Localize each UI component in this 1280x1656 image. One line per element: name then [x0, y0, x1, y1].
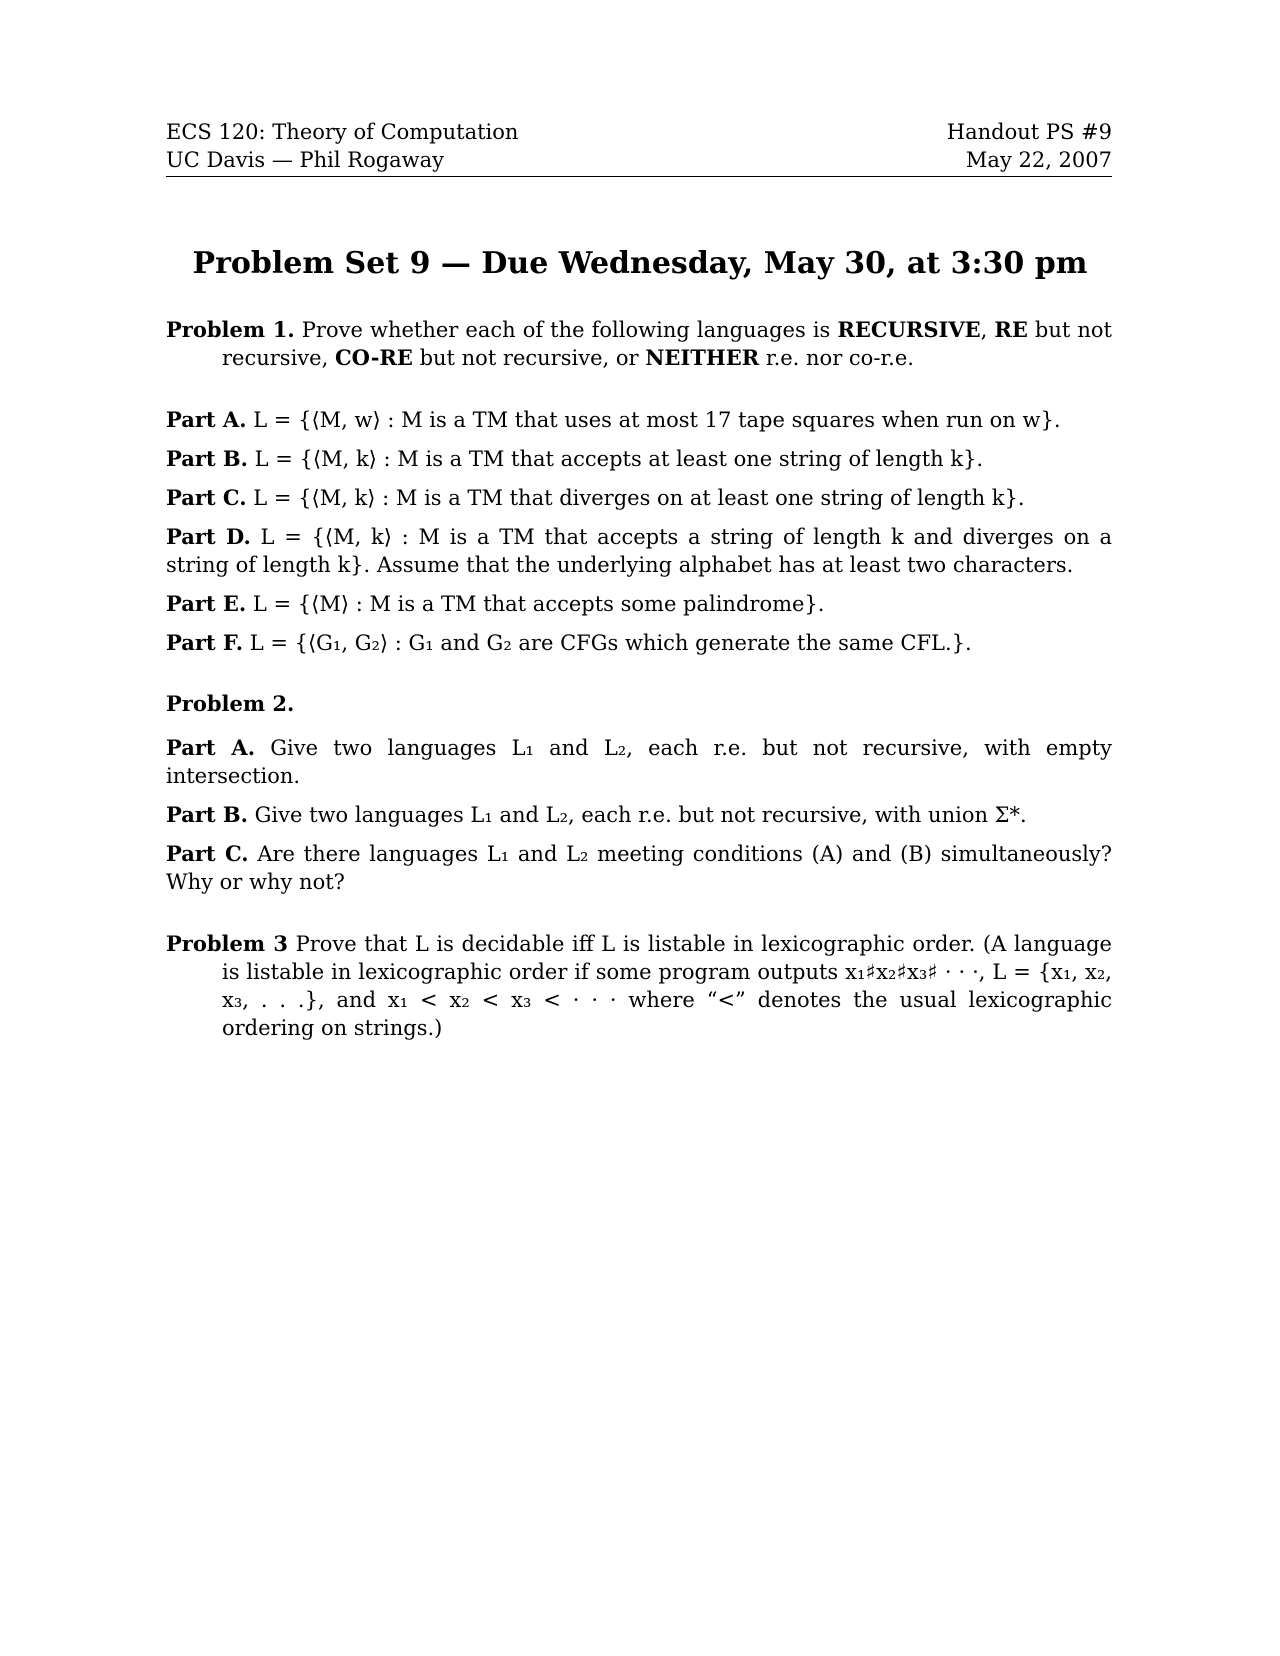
part-label: Part B. [166, 802, 248, 827]
page-title: Problem Set 9 — Due Wednesday, May 30, at 3:30 pm [192, 246, 1088, 281]
part-label: Part B. [166, 446, 248, 471]
part-label: Part C. [166, 841, 249, 866]
problem-1-text: but not recursive, or [412, 346, 646, 370]
part-text: L = {⟨M, w⟩ : M is a TM that uses at most 17 tape squares when run on w}. [246, 408, 1061, 432]
header-rule [166, 176, 1112, 177]
part-text: L = {⟨M, k⟩ : M is a TM that accepts a string of length k and diverges on a string of length k}. Assume that the underlying alphabet has at least two characters. [166, 525, 1112, 577]
problem-2-heading [166, 690, 1112, 718]
problem-3-text: Prove that L is decidable iff L is listable in lexicographic order. (A language is listable in lexicographic order if some program outputs x₁♯x₂♯x₃♯ · · ·, L = {x₁, x₂, x₃, . . .}, and x₁ < x₂ < x₃ < · · · where “<” denotes the usual lexicographic ordering on strings.) [222, 932, 1112, 1040]
part-label: Part D. [166, 524, 251, 549]
header-right [947, 118, 1112, 174]
problem-3-statement [166, 930, 1112, 1042]
problem-2-part-c [166, 840, 1112, 896]
keyword-recursive: RECURSIVE [837, 317, 981, 342]
course-school: UC Davis — Phil Rogaway [166, 148, 445, 172]
part-label: Part C. [166, 485, 247, 510]
problem-1-text: but not recursive, [222, 318, 1112, 370]
problem-3-label: Problem 3 [166, 931, 288, 956]
problem-2-part-b [166, 801, 1112, 829]
keyword-co-re: CO-RE [334, 345, 413, 370]
part-label: Part A. [166, 735, 256, 760]
document-body [166, 316, 1112, 1042]
problem-1-statement [166, 316, 1112, 372]
part-label: Part A. [166, 407, 247, 432]
problem-1-part-b [166, 445, 1112, 473]
problem-1-label: Problem 1. [166, 317, 295, 342]
part-text: L = {⟨G₁, G₂⟩ : G₁ and G₂ are CFGs which generate the same CFL.}. [243, 631, 972, 655]
part-text: Give two languages L₁ and L₂, each r.e. but not recursive, with union Σ*. [247, 803, 1027, 827]
problem-1-text: r.e. nor co-r.e. [759, 346, 914, 370]
part-label: Part E. [166, 591, 247, 616]
part-text: L = {⟨M, k⟩ : M is a TM that accepts at least one string of length k}. [247, 447, 984, 471]
handout-date: May 22, 2007 [965, 148, 1112, 172]
part-text: L = {⟨M, k⟩ : M is a TM that diverges on at least one string of length k}. [246, 486, 1025, 510]
problem-1-text: Prove whether each of the following languages is [294, 318, 838, 342]
problem-2-part-a [166, 734, 1112, 790]
problem-1-part-a [166, 406, 1112, 434]
part-text: Give two languages L₁ and L₂, each r.e. but not recursive, with empty intersection. [166, 736, 1113, 788]
header-left [166, 118, 518, 174]
problem-2-label: Problem 2. [166, 691, 295, 716]
problem-1-part-e [166, 590, 1112, 618]
part-text: L = {⟨M⟩ : M is a TM that accepts some palindrome}. [246, 592, 825, 616]
keyword-re: RE [994, 317, 1028, 342]
problem-1-part-f [166, 629, 1112, 657]
problem-1-text: , [980, 318, 995, 342]
keyword-neither: NEITHER [645, 345, 760, 370]
problem-1-part-d [166, 523, 1112, 579]
course-title: ECS 120: Theory of Computation [166, 120, 519, 144]
part-text: Are there languages L₁ and L₂ meeting conditions (A) and (B) simultaneously? Why or why not? [166, 842, 1112, 894]
problem-1-part-c [166, 484, 1112, 512]
handout-number: Handout PS #9 [946, 120, 1112, 144]
part-label: Part F. [166, 630, 244, 655]
